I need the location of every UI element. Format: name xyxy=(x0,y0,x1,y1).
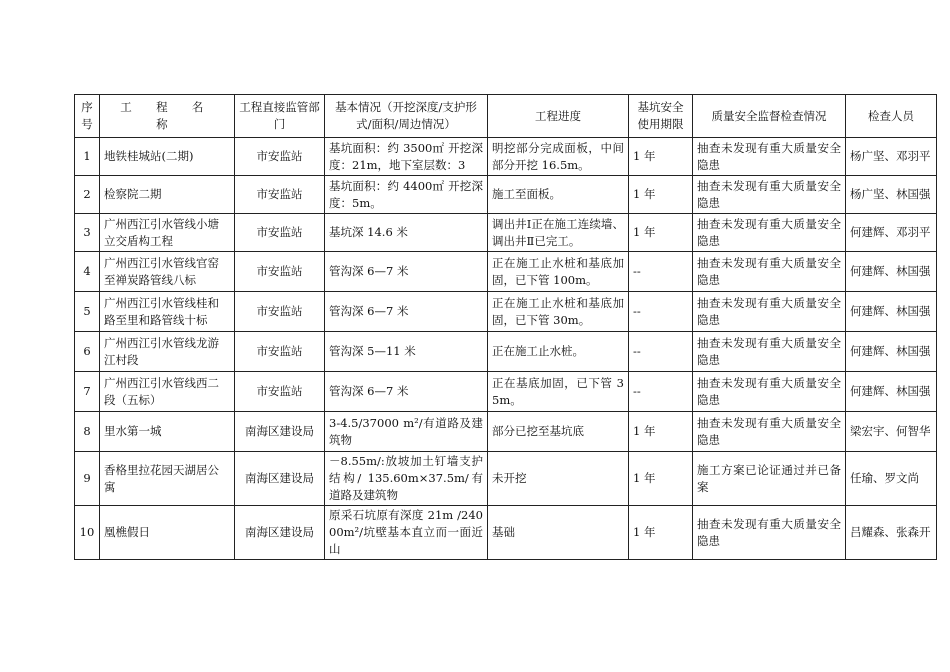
cell-check: 抽查未发现有重大质量安全隐患 xyxy=(693,372,846,412)
cell-period: -- xyxy=(629,292,693,332)
cell-period: -- xyxy=(629,372,693,412)
cell-check: 施工方案已论证通过并已备案 xyxy=(693,452,846,506)
cell-check: 抽查未发现有重大质量安全隐患 xyxy=(693,412,846,452)
cell-no: 1 xyxy=(75,138,100,176)
cell-dept: 市安监站 xyxy=(235,252,325,292)
cell-no: 10 xyxy=(75,506,100,560)
cell-name: 地铁桂城站(二期) xyxy=(100,138,235,176)
cell-no: 4 xyxy=(75,252,100,292)
cell-period: 1 年 xyxy=(629,214,693,252)
cell-staff: 杨广坚、林国强 xyxy=(846,176,937,214)
cell-progress: 明挖部分完成面板，中间部分开挖 16.5m。 xyxy=(488,138,629,176)
cell-no: 2 xyxy=(75,176,100,214)
cell-progress: 未开挖 xyxy=(488,452,629,506)
cell-staff: 吕耀森、张森开 xyxy=(846,506,937,560)
table-row xyxy=(75,452,937,506)
table-row xyxy=(75,176,937,214)
cell-staff: 何建辉、林国强 xyxy=(846,292,937,332)
table-row xyxy=(75,332,937,372)
cell-progress: 基础 xyxy=(488,506,629,560)
cell-progress: 正在基底加固，已下管 35m。 xyxy=(488,372,629,412)
cell-name: 香格里拉花园天湖居公寓 xyxy=(100,452,235,506)
cell-basic: 基坑面积：约 4400㎡ 开挖深度：5m。 xyxy=(325,176,488,214)
cell-dept: 市安监站 xyxy=(235,332,325,372)
cell-staff: 何建辉、林国强 xyxy=(846,332,937,372)
cell-basic: 基坑面积：约 3500㎡ 开挖深度：21m，地下室层数：3 xyxy=(325,138,488,176)
cell-no: 9 xyxy=(75,452,100,506)
cell-progress: 施工至面板。 xyxy=(488,176,629,214)
cell-no: 7 xyxy=(75,372,100,412)
table-row xyxy=(75,138,937,176)
cell-check: 抽查未发现有重大质量安全隐患 xyxy=(693,176,846,214)
cell-staff: 何建辉、林国强 xyxy=(846,252,937,292)
cell-dept: 南海区建设局 xyxy=(235,506,325,560)
cell-period: -- xyxy=(629,252,693,292)
cell-dept: 市安监站 xyxy=(235,138,325,176)
cell-basic: 管沟深 6—7 米 xyxy=(325,292,488,332)
cell-basic: －8.55m/:放坡加土钉墙支护结构/ 135.60m×37.5m/有道路及建筑物 xyxy=(325,452,488,506)
header-period: 基坑安全使用期限 xyxy=(629,95,693,138)
cell-progress: 部分已挖至基坑底 xyxy=(488,412,629,452)
cell-no: 6 xyxy=(75,332,100,372)
cell-basic: 管沟深 5—11 米 xyxy=(325,332,488,372)
table-row xyxy=(75,506,937,560)
cell-staff: 何建辉、林国强 xyxy=(846,372,937,412)
cell-name: 广州西江引水管线龙游江村段 xyxy=(100,332,235,372)
cell-staff: 梁宏宇、何智华 xyxy=(846,412,937,452)
cell-dept: 市安监站 xyxy=(235,292,325,332)
cell-period: 1 年 xyxy=(629,138,693,176)
cell-check: 抽查未发现有重大质量安全隐患 xyxy=(693,292,846,332)
cell-check: 抽查未发现有重大质量安全隐患 xyxy=(693,506,846,560)
header-no: 序号 xyxy=(75,95,100,138)
cell-no: 8 xyxy=(75,412,100,452)
cell-period: 1 年 xyxy=(629,506,693,560)
cell-name: 凰樵假日 xyxy=(100,506,235,560)
cell-name: 里水第一城 xyxy=(100,412,235,452)
cell-dept: 市安监站 xyxy=(235,176,325,214)
header-basic: 基本情况（开挖深度/支护形式/面积/周边情况） xyxy=(325,95,488,138)
cell-name: 检察院二期 xyxy=(100,176,235,214)
cell-basic: 管沟深 6—7 米 xyxy=(325,372,488,412)
cell-progress: 正在施工止水桩。 xyxy=(488,332,629,372)
cell-name: 广州西江引水管线小塘立交盾构工程 xyxy=(100,214,235,252)
cell-basic: 管沟深 6—7 米 xyxy=(325,252,488,292)
cell-progress: 调出井Ⅰ正在施工连续墙、调出井Ⅱ已完工。 xyxy=(488,214,629,252)
cell-basic: 原采石坑原有深度 21m /24000m²/坑壁基本直立而一面近山 xyxy=(325,506,488,560)
cell-name: 广州西江引水管线桂和路至里和路管线十标 xyxy=(100,292,235,332)
cell-dept: 南海区建设局 xyxy=(235,452,325,506)
cell-name: 广州西江引水管线西二段（五标） xyxy=(100,372,235,412)
cell-staff: 杨广坚、邓羽平 xyxy=(846,138,937,176)
cell-period: -- xyxy=(629,332,693,372)
header-dept: 工程直接监管部门 xyxy=(235,95,325,138)
cell-check: 抽查未发现有重大质量安全隐患 xyxy=(693,252,846,292)
cell-no: 3 xyxy=(75,214,100,252)
cell-staff: 任瑜、罗文尚 xyxy=(846,452,937,506)
cell-dept: 市安监站 xyxy=(235,372,325,412)
header-progress: 工程进度 xyxy=(488,95,629,138)
cell-name: 广州西江引水管线官窑至禅炭路管线八标 xyxy=(100,252,235,292)
inspection-table xyxy=(74,94,937,560)
table-row xyxy=(75,252,937,292)
cell-period: 1 年 xyxy=(629,452,693,506)
cell-dept: 市安监站 xyxy=(235,214,325,252)
header-name: 工 程 名 称 xyxy=(100,95,235,138)
table-row xyxy=(75,214,937,252)
header-check: 质量安全监督检查情况 xyxy=(693,95,846,138)
cell-staff: 何建辉、邓羽平 xyxy=(846,214,937,252)
cell-check: 抽查未发现有重大质量安全隐患 xyxy=(693,332,846,372)
cell-basic: 基坑深 14.6 米 xyxy=(325,214,488,252)
cell-basic: 3-4.5/37000 m²/有道路及建筑物 xyxy=(325,412,488,452)
cell-check: 抽查未发现有重大质量安全隐患 xyxy=(693,138,846,176)
cell-check: 抽查未发现有重大质量安全隐患 xyxy=(693,214,846,252)
cell-no: 5 xyxy=(75,292,100,332)
header-row xyxy=(75,95,937,138)
cell-dept: 南海区建设局 xyxy=(235,412,325,452)
table-body xyxy=(75,138,937,560)
cell-progress: 正在施工止水桩和基底加固，已下管 30m。 xyxy=(488,292,629,332)
table-row xyxy=(75,372,937,412)
cell-period: 1 年 xyxy=(629,412,693,452)
table-row xyxy=(75,412,937,452)
header-staff: 检查人员 xyxy=(846,95,937,138)
cell-period: 1 年 xyxy=(629,176,693,214)
table-row xyxy=(75,292,937,332)
cell-progress: 正在施工止水桩和基底加固，已下管 100m。 xyxy=(488,252,629,292)
